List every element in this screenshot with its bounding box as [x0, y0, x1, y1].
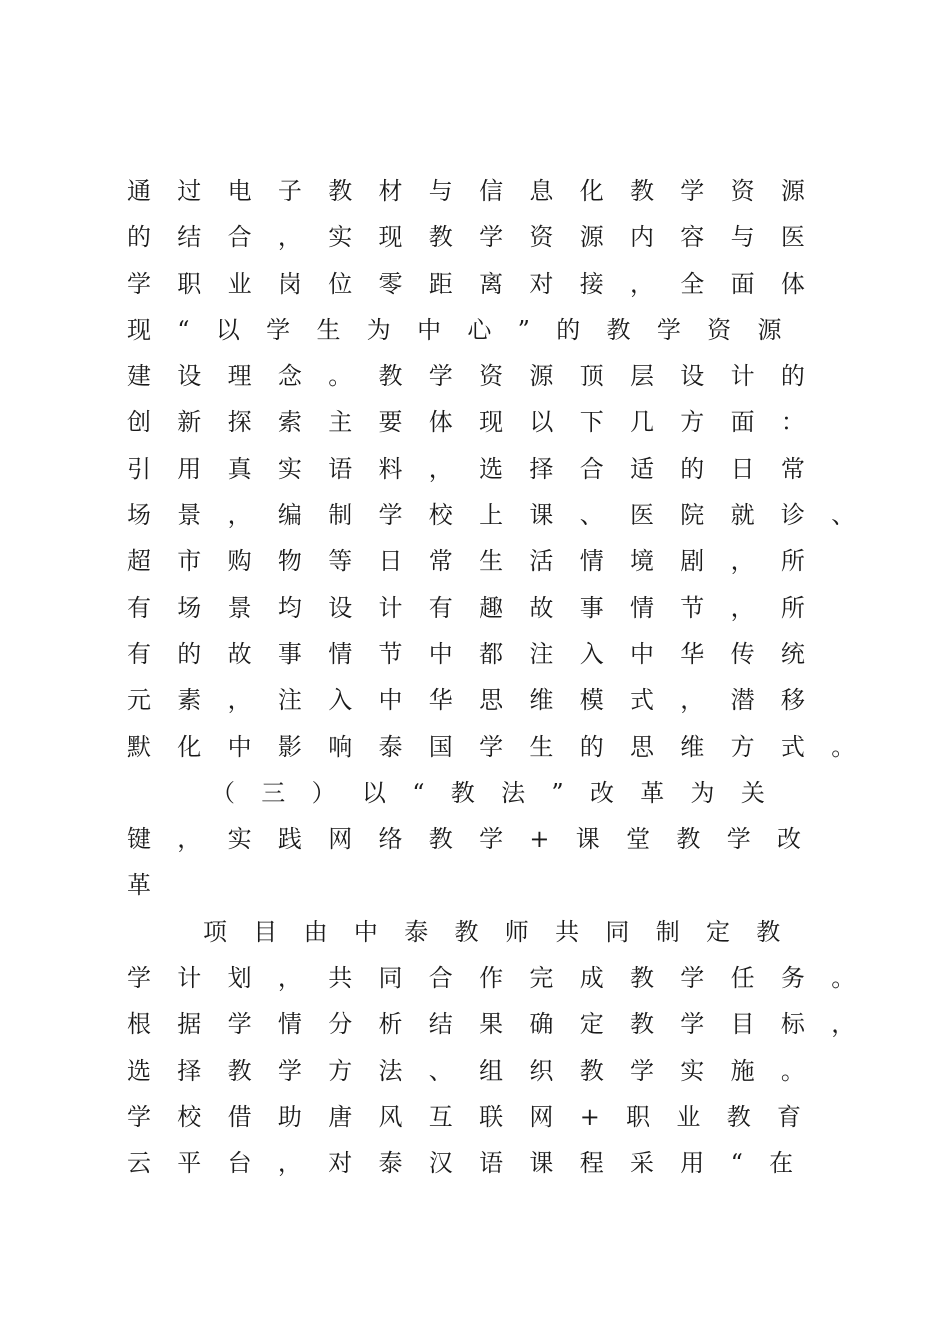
text-line: 创新探索主要体现以下几方面： — [127, 408, 832, 437]
text-line: 的结合，实现教学资源内容与医 — [127, 223, 832, 252]
body-text — [127, 168, 882, 1187]
text-line: 超市购物等日常生活情境剧，所 — [127, 547, 832, 576]
text-line: 选择教学方法、组织教学实施。 — [127, 1056, 832, 1085]
text-line: 有场景均设计有趣故事情节，所 — [127, 593, 832, 622]
text-line: 学校借助唐风互联网+职业教育 — [127, 1102, 828, 1131]
text-line: 元素，注入中华思维模式，潜移 — [127, 686, 832, 715]
text-line: 根据学情分析结果确定教学目标， — [127, 1010, 882, 1039]
text-line: 默化中影响泰国学生的思维方式。 — [127, 732, 882, 761]
text-line: 有的故事情节中都注入中华传统 — [127, 639, 832, 668]
section-heading-line: （三）以“教法”改革为关 — [211, 778, 792, 807]
text-line: 现“以学生为中心”的教学资源 — [127, 315, 808, 344]
text-line: 云平台，对泰汉语课程采用“在 — [127, 1149, 820, 1178]
section-heading-line: 革 — [127, 871, 178, 900]
section-heading-line: 键，实践网络教学+课堂教学改 — [127, 825, 828, 854]
text-line: 场景，编制学校上课、医院就诊、 — [127, 501, 882, 530]
text-line: 项目由中泰教师共同制定教 — [203, 917, 807, 946]
text-line: 学职业岗位零距离对接，全面体 — [127, 269, 832, 298]
text-line: 通过电子教材与信息化教学资源 — [127, 177, 832, 205]
text-line: 引用真实语料，选择合适的日常 — [127, 454, 832, 483]
text-line: 建设理念。教学资源顶层设计的 — [127, 362, 832, 391]
text-line: 学计划，共同合作完成教学任务。 — [127, 964, 882, 993]
